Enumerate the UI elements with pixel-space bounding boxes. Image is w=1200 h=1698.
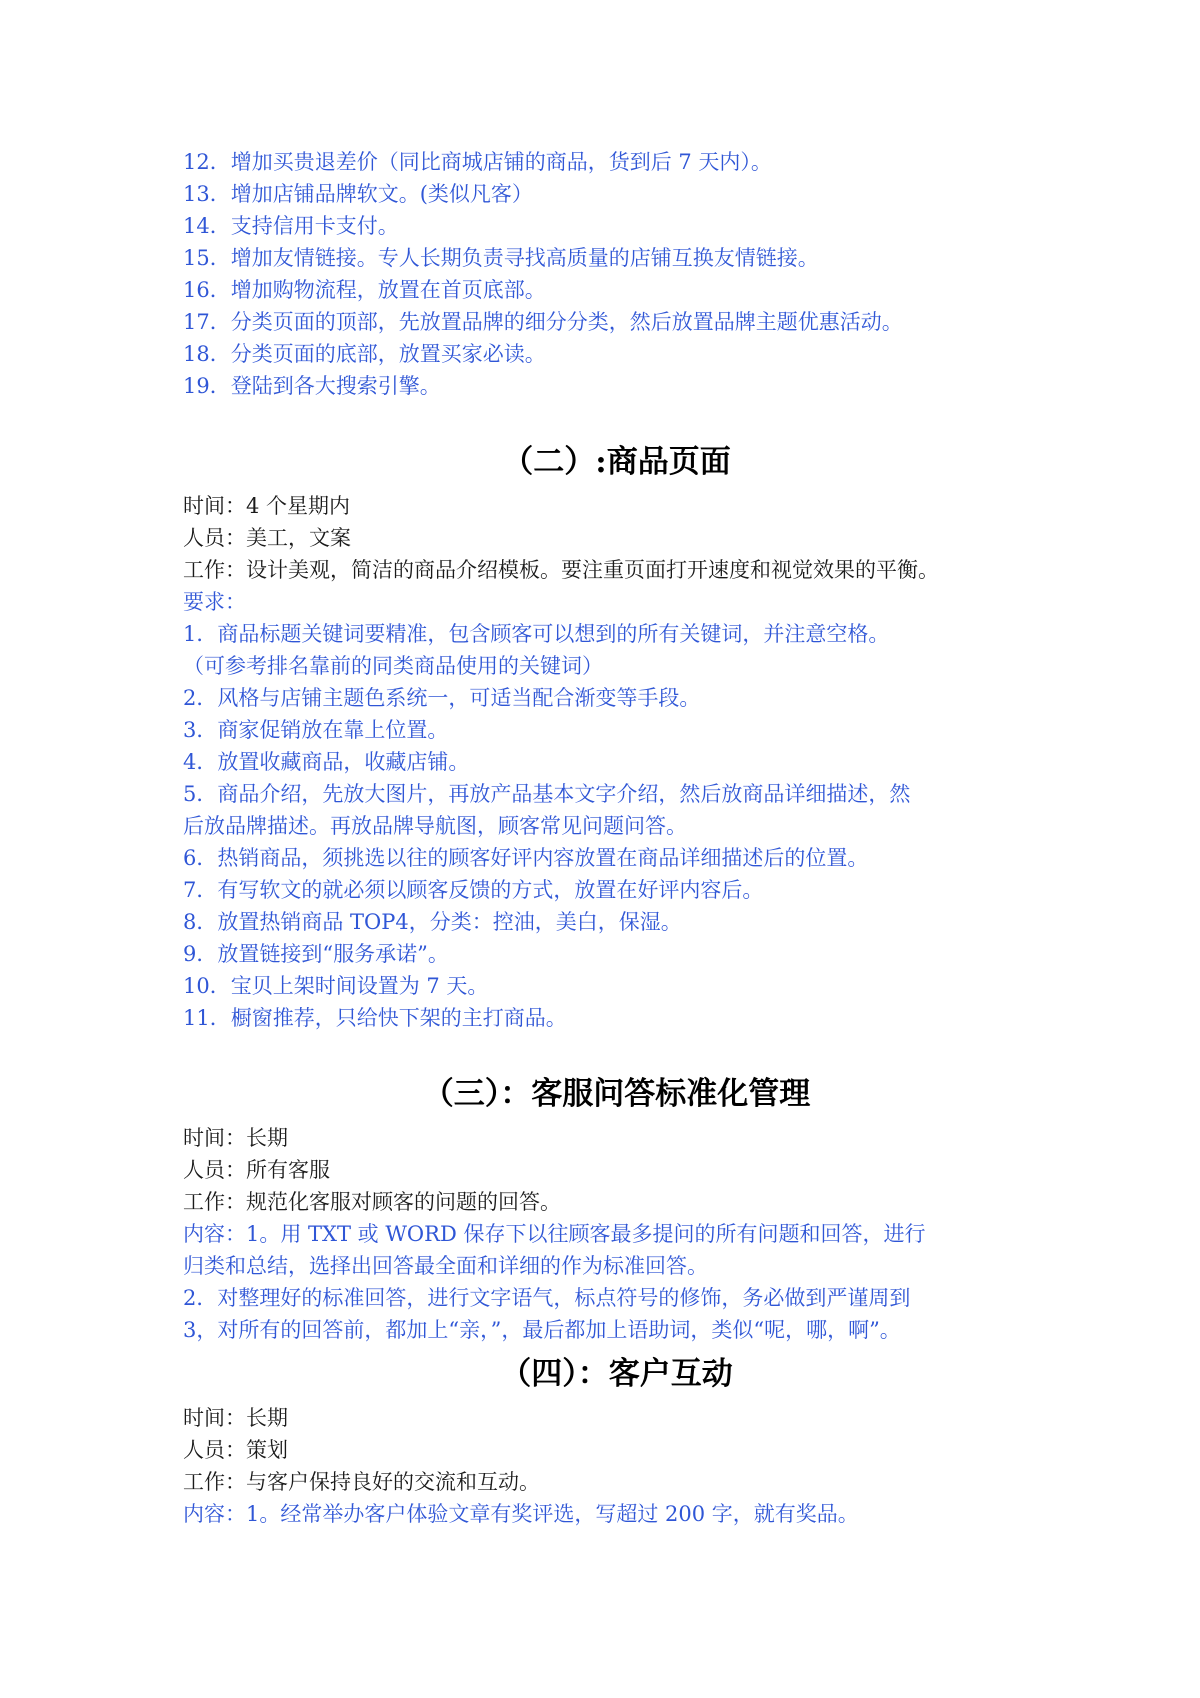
section3-work: 工作：规范化客服对顾客的问题的回答。 [183, 1190, 561, 1214]
section2-work: 工作：设计美观，简洁的商品介绍模板。要注重页面打开速度和视觉效果的平衡。 [183, 558, 939, 582]
section3-time: 时间：长期 [183, 1126, 288, 1150]
section3 [183, 1072, 1050, 1346]
list-item: 7．有写软文的就必须以顾客反馈的方式，放置在好评内容后。 [183, 878, 764, 902]
section2-staff: 人员：美工，文案 [183, 526, 351, 550]
list-item: 1．商品标题关键词要精准，包含顾客可以想到的所有关键词，并注意空格。 [183, 622, 890, 646]
list-item: 6．热销商品，须挑选以往的顾客好评内容放置在商品详细描述后的位置。 [183, 846, 869, 870]
section4-heading: （四）：客户互动 [500, 1356, 733, 1392]
list-item: 内容：1。经常举办客户体验文章有奖评选，写超过 200 字，就有奖品。 [183, 1502, 859, 1526]
section1-list [183, 146, 1050, 402]
list-item: 5．商品介绍，先放大图片，再放产品基本文字介绍，然后放商品详细描述，然 [183, 782, 911, 806]
list-item: 17．分类页面的顶部，先放置品牌的细分分类，然后放置品牌主题优惠活动。 [183, 310, 903, 334]
list-item: 12．增加买贵退差价（同比商城店铺的商品，货到后 7 天内）。 [183, 150, 772, 174]
list-item: 2．风格与店铺主题色系统一，可适当配合渐变等手段。 [183, 686, 701, 710]
list-item: 3，对所有的回答前，都加上“亲，”，最后都加上语助词，类似“呢，哪，啊”。 [183, 1318, 901, 1342]
list-item: 4．放置收藏商品，收藏店铺。 [183, 750, 470, 774]
list-item: 18．分类页面的底部，放置买家必读。 [183, 342, 546, 366]
list-item: 16．增加购物流程，放置在首页底部。 [183, 278, 546, 302]
list-item: 8．放置热销商品 TOP4，分类：控油，美白，保湿。 [183, 910, 682, 934]
section3-heading: （三）：客服问答标准化管理 [422, 1076, 811, 1112]
list-item: 内容：1。用 TXT 或 WORD 保存下以往顾客最多提问的所有问题和回答，进行 [183, 1222, 926, 1246]
list-item: 3．商家促销放在靠上位置。 [183, 718, 449, 742]
section4-staff: 人员：策划 [183, 1438, 288, 1462]
list-item: 13．增加店铺品牌软文。(类似凡客） [183, 182, 533, 206]
section4 [183, 1352, 1050, 1530]
list-item: 14．支持信用卡支付。 [183, 214, 399, 238]
list-item: 10．宝贝上架时间设置为 7 天。 [183, 974, 489, 998]
list-item: 9．放置链接到“服务承诺”。 [183, 942, 449, 966]
section4-work: 工作：与客户保持良好的交流和互动。 [183, 1470, 540, 1494]
list-item: 后放品牌描述。再放品牌导航图，顾客常见问题问答。 [183, 814, 687, 838]
section2-time: 时间：4 个星期内 [183, 494, 351, 518]
list-item: （可参考排名靠前的同类商品使用的关键词） [183, 654, 603, 678]
list-item: 2．对整理好的标准回答，进行文字语气，标点符号的修饰，务必做到严谨周到 [183, 1286, 911, 1310]
list-item: 19．登陆到各大搜索引擎。 [183, 374, 441, 398]
section2 [183, 440, 1050, 1034]
section4-time: 时间：长期 [183, 1406, 288, 1430]
section3-staff: 人员：所有客服 [183, 1158, 330, 1182]
section2-requirements-label: 要求： [183, 590, 246, 614]
list-item: 归类和总结，选择出回答最全面和详细的作为标准回答。 [183, 1254, 708, 1278]
list-item: 11．橱窗推荐，只给快下架的主打商品。 [183, 1006, 567, 1030]
section2-heading: （二）:商品页面 [502, 444, 731, 480]
list-item: 15．增加友情链接。专人长期负责寻找高质量的店铺互换友情链接。 [183, 246, 819, 270]
